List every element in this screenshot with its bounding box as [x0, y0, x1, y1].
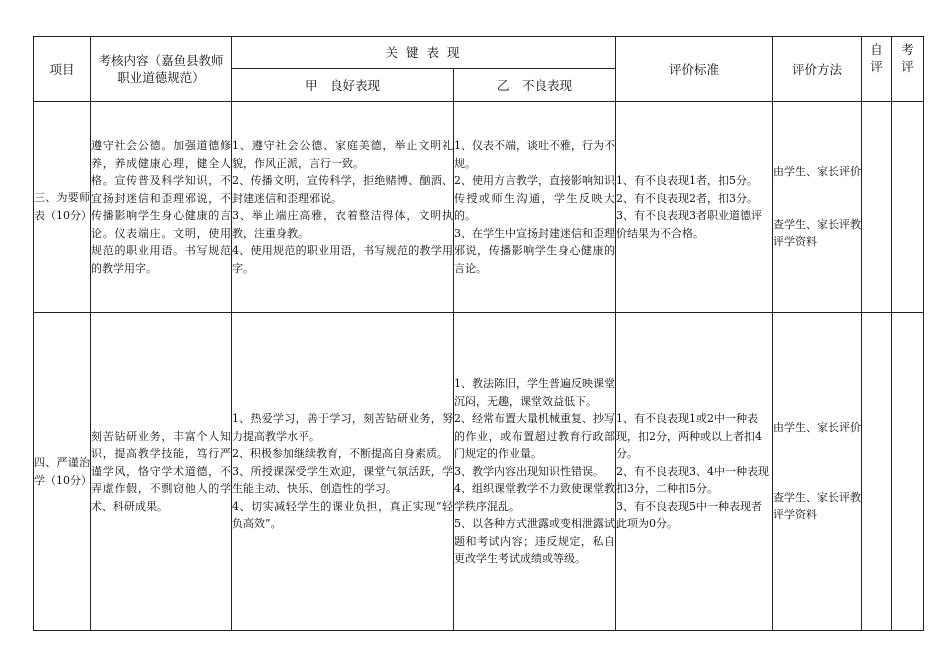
list-item: 4、组织课堂教学不力致使课堂教学秩序混乱。	[454, 482, 616, 513]
list-item: 2、传播文明，宣传科学，拒绝赌博、酗酒、封建迷信和歪理邪说。	[232, 174, 453, 205]
method-evaluate: 由学生、家长评价	[773, 165, 862, 179]
row-item: 四、严谨治学（10分）	[34, 313, 91, 631]
table-row	[34, 102, 924, 313]
list-item: 1、仪表不端，谈吐不雅，行为不规。	[454, 139, 616, 170]
row-criteria-list	[616, 102, 773, 313]
list-item: 2、经常布置大量机械重复、抄写的作业，或布置超过教育行政部门规定的作业量。	[454, 412, 616, 461]
list-item: 3、教学内容出现知识性错误。	[454, 464, 604, 478]
list-item: 1、热爱学习，善于学习，刻苦钻研业务，努力提高教学水平。	[232, 412, 453, 443]
list-item: 3、在学生中宣扬封建迷信和歪理邪说，传播影响学生身心健康的言论。	[454, 226, 616, 275]
row-method	[773, 102, 862, 313]
header-exam-eval: 考评	[892, 37, 924, 102]
table-row	[34, 313, 924, 631]
list-item: 2、有不良表现3、4中一种表现扣3分，二种扣5分。	[616, 464, 770, 496]
self-eval-cell[interactable]	[862, 102, 892, 313]
row-bad-list	[454, 313, 616, 631]
list-item: 1、有不良表现1或2中一种表现，扣2分，两种或以上者扣4分。	[616, 412, 763, 461]
list-item: 2、有不良表现2者，扣3分。	[616, 191, 759, 205]
evaluation-table	[33, 36, 924, 631]
row-criteria-list	[616, 313, 773, 631]
list-item: 3、有不良表现5中一种表现者此项为0分。	[616, 499, 763, 531]
list-item: 3、有不良表现3者职业道德评价结果为不合格。	[616, 209, 763, 240]
list-item: 5、以各种方式泄露或变相泄露试题和考试内容；违反规定，私自更改学生考试成绩或等级。	[454, 517, 616, 566]
list-item: 4、使用规范的职业用语，书写规范的教学用字。	[232, 244, 453, 275]
header-criteria: 评价标准	[616, 37, 773, 102]
list-item: 3、举止端庄高雅，衣着整洁得体，文明执教，注重身教。	[232, 209, 453, 240]
list-item: 3、所授课深受学生欢迎，课堂气氛活跃，学生能主动、快乐、创造性的学习。	[232, 464, 453, 496]
list-item: 2、积极参加继续教育，不断提高自身素质。	[232, 447, 448, 461]
row-item: 三、为要师表（10分）	[34, 102, 91, 313]
header-self-eval: 自评	[862, 37, 892, 102]
header-good-performance: 甲 良好表现	[232, 69, 454, 102]
method-check-records: 查学生、家长评教评学资料	[773, 490, 862, 522]
list-item: 1、遵守社会公德、家庭美德，举止文明礼貌，作风正派，言行一致。	[232, 139, 453, 170]
row-good-list	[232, 102, 454, 313]
list-item: 1、教法陈旧，学生普遍反映课堂沉闷，无趣，课堂效益低下。	[454, 377, 616, 408]
header-item: 项目	[34, 37, 91, 102]
method-check-records: 查学生、家长评教评学资料	[773, 217, 862, 249]
row-bad-list	[454, 102, 616, 313]
list-item: 4、切实减轻学生的课业负担，真正实现“轻负高效”。	[232, 499, 453, 531]
self-eval-cell[interactable]	[862, 313, 892, 631]
header-content: 考核内容（嘉鱼县教师职业道德规范）	[91, 37, 232, 102]
header-bad-performance: 乙 不良表现	[454, 69, 616, 102]
list-item: 2、使用方言教学，直接影响知识传授或师生沟通，学生反映大的。	[454, 174, 616, 222]
exam-eval-cell[interactable]	[892, 102, 924, 313]
header-row-1	[34, 37, 924, 69]
row-content: 遵守社会公德。加强道德修养，养成健康心理，健全人格。宣传普及科学知识，不宜扬封迷信和歪理邪说，不传播影响学生身心健康的言论。仪表端庄。文明，使用规范的职业用语。书写规范的教学用字。	[91, 102, 232, 313]
method-evaluate: 由学生、家长评价	[773, 421, 862, 435]
row-content: 刻苦钻研业务，丰富个人知识，提高教学技能，笃行严谨学风，恪守学术道德，不弄虚作假，不剽窃他人的学术、科研成果。	[91, 313, 232, 631]
row-good-list	[232, 313, 454, 631]
header-key-performance: 关 键 表 现	[232, 37, 616, 69]
header-method: 评价方法	[773, 37, 862, 102]
exam-eval-cell[interactable]	[892, 313, 924, 631]
row-method	[773, 313, 862, 631]
list-item: 1、有不良表现1者，扣5分。	[616, 174, 759, 187]
